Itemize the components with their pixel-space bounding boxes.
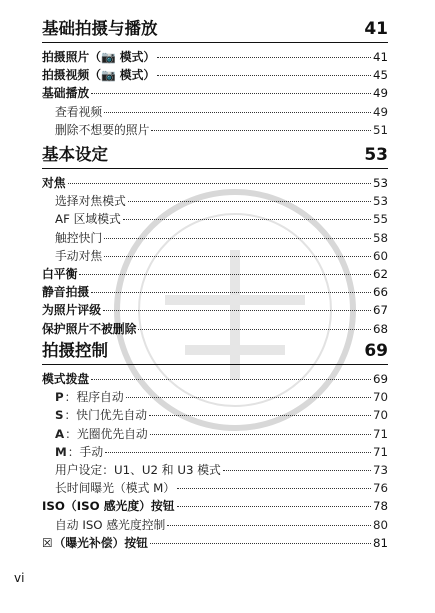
section-title: 基础拍摄与播放 (42, 19, 158, 38)
entry-label: 保护照片不被删除 (42, 321, 137, 336)
entry-label: 白平衡 (42, 266, 78, 281)
entry-page-number: 58 (372, 230, 388, 245)
entry-page-number: 51 (372, 122, 388, 137)
entry-label: 为照片评级 (42, 303, 101, 318)
section-page-number: 41 (364, 19, 388, 39)
entry-page-number: 70 (372, 408, 388, 423)
toc-entry[interactable] (42, 66, 388, 84)
dot-leader (126, 397, 371, 398)
entry-page-number: 78 (372, 499, 388, 514)
entry-label: 拍摄视频（📷 模式） (42, 68, 156, 83)
toc-entry[interactable] (42, 84, 388, 102)
entry-page-number: 68 (372, 321, 388, 336)
dot-leader (150, 543, 371, 544)
entry-label: AF 区域模式 (55, 212, 121, 227)
toc-entry[interactable] (42, 229, 388, 247)
entry-page-number: 73 (372, 462, 388, 477)
entry-label: 静音拍摄 (42, 285, 90, 300)
entry-mode-prefix: A (55, 426, 65, 441)
toc-entry[interactable] (42, 370, 388, 388)
dot-leader (104, 238, 371, 239)
dot-leader (68, 183, 371, 184)
entry-page-number: 60 (372, 248, 388, 263)
entry-page-number: 76 (372, 481, 388, 496)
toc-entry[interactable] (42, 320, 388, 338)
entry-page-number: 81 (372, 535, 388, 550)
section-page-number: 69 (364, 341, 388, 361)
section-header (42, 14, 388, 43)
dot-leader (103, 310, 371, 311)
dot-leader (177, 506, 371, 507)
toc-entry[interactable] (42, 121, 388, 139)
toc-entry[interactable] (42, 425, 388, 443)
entry-label: 长时间曝光（模式 M） (55, 481, 176, 496)
entry-label: ISO（ISO 感光度）按钮 (42, 499, 175, 514)
toc-entry[interactable] (42, 174, 388, 192)
entry-page-number: 69 (372, 372, 388, 386)
entry-label: 自动 ISO 感光度控制 (55, 517, 166, 532)
dot-leader (91, 292, 371, 293)
entry-page-number: 71 (372, 426, 388, 441)
entry-label: ：手动 (67, 444, 104, 459)
dot-leader (167, 525, 371, 526)
entry-page-number: 66 (372, 285, 388, 300)
entry-mode-prefix: P (55, 390, 64, 405)
dot-leader (123, 219, 371, 220)
entry-label: 选择对焦模式 (55, 194, 126, 209)
dot-leader (157, 75, 371, 76)
toc-entry[interactable] (42, 265, 388, 283)
entry-label: 用户设定：U1、U2 和 U3 模式 (55, 462, 221, 477)
entry-page-number: 53 (372, 194, 388, 209)
toc-entry[interactable] (42, 103, 388, 121)
toc-entry[interactable] (42, 516, 388, 534)
entry-label: 模式拨盘 (42, 372, 90, 386)
entry-page-number: 70 (372, 390, 388, 405)
section-header (42, 140, 388, 169)
toc-entry[interactable] (42, 247, 388, 265)
dot-leader (128, 201, 371, 202)
section-title: 拍摄控制 (42, 341, 108, 360)
entry-mode-prefix: ☒ (42, 535, 53, 550)
entry-page-number: 49 (372, 86, 388, 101)
entry-label: 拍摄照片（📷 模式） (42, 50, 156, 64)
entry-label: （曝光补偿）按钮 (53, 535, 148, 550)
dot-leader (91, 93, 371, 94)
section-basic-shooting-playback (42, 14, 388, 139)
entry-label: 对焦 (42, 176, 66, 190)
dot-leader (104, 112, 371, 113)
section-shooting-controls (42, 336, 388, 552)
entry-page-number: 55 (372, 212, 388, 227)
toc-entry[interactable] (42, 301, 388, 319)
toc-entry[interactable] (42, 388, 388, 406)
dot-leader (79, 274, 371, 275)
dot-leader (150, 434, 371, 435)
section-page-number: 53 (364, 145, 388, 165)
toc-entry[interactable] (42, 443, 388, 461)
toc-entry[interactable] (42, 283, 388, 301)
entry-page-number: 49 (372, 104, 388, 119)
entry-page-number: 45 (372, 68, 388, 83)
entry-label: 删除不想要的照片 (55, 122, 150, 137)
entry-label: ：程序自动 (64, 390, 124, 405)
entry-label: 基础播放 (42, 86, 90, 101)
section-basic-settings (42, 140, 388, 338)
entry-page-number: 62 (372, 266, 388, 281)
entry-label: 触控快门 (55, 230, 103, 245)
toc-entry[interactable] (42, 406, 388, 424)
toc-entry[interactable] (42, 497, 388, 515)
toc-entries (42, 365, 388, 552)
entry-label: ：光圈优先自动 (65, 426, 148, 441)
entry-label: 手动对焦 (55, 248, 103, 263)
entry-page-number: 80 (372, 517, 388, 532)
toc-entry[interactable] (42, 461, 388, 479)
toc-entry[interactable] (42, 534, 388, 552)
dot-leader (151, 130, 371, 131)
dot-leader (157, 57, 371, 58)
toc-entries (42, 169, 388, 338)
entry-mode-prefix: M (55, 444, 67, 459)
toc-entry[interactable] (42, 48, 388, 66)
toc-entry[interactable] (42, 210, 388, 228)
dot-leader (223, 470, 371, 471)
dot-leader (138, 329, 371, 330)
dot-leader (105, 452, 371, 453)
dot-leader (104, 256, 371, 257)
dot-leader (149, 415, 371, 416)
entry-page-number: 71 (372, 444, 388, 459)
toc-entry[interactable] (42, 192, 388, 210)
page-number-footer: vi (14, 571, 25, 585)
entry-mode-prefix: S (55, 408, 64, 423)
entry-page-number: 41 (372, 50, 388, 64)
dot-leader (177, 488, 371, 489)
entry-label: ：快门优先自动 (64, 408, 148, 423)
section-title: 基本设定 (42, 145, 108, 164)
entry-page-number: 53 (372, 176, 388, 190)
entry-label: 查看视频 (55, 104, 103, 119)
entry-page-number: 67 (372, 303, 388, 318)
toc-entry[interactable] (42, 479, 388, 497)
toc-entries (42, 43, 388, 139)
dot-leader (91, 379, 371, 380)
section-header (42, 336, 388, 365)
